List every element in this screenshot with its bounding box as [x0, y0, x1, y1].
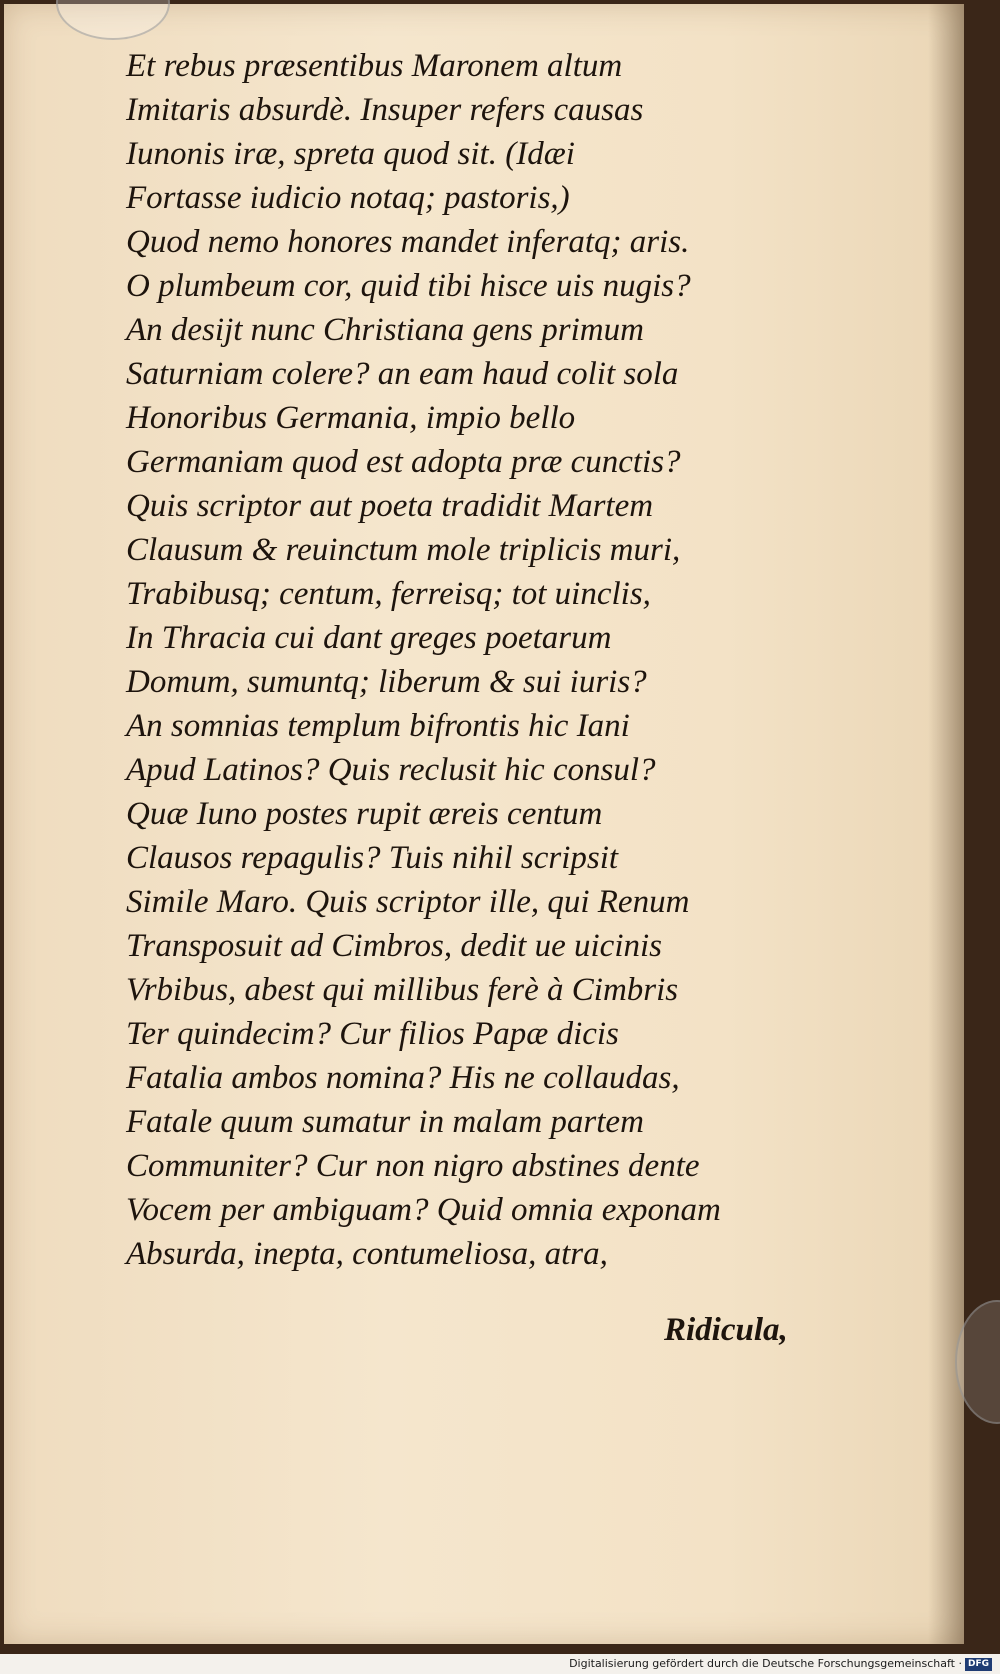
verse-line: Fatale quum sumatur in malam partem [126, 1104, 644, 1140]
verse-line: Clausum & reuinctum mole triplicis muri, [126, 532, 681, 568]
verse-line: Communiter? Cur non nigro abstines dente [126, 1148, 700, 1184]
page-gutter-shadow [928, 4, 964, 1644]
verse-line: Trabibusq; centum, ferreisq; tot uinclis, [126, 576, 651, 612]
verse-line: An desijt nunc Christiana gens primum [126, 312, 644, 348]
credit-text: Digitalisierung gefördert durch die Deutsche Forschungsgemeinschaft · [569, 1657, 962, 1670]
verse-line: In Thracia cui dant greges poetarum [126, 620, 612, 656]
dfg-logo: DFG [965, 1658, 992, 1671]
verse-line: Honoribus Germania, impio bello [126, 400, 576, 436]
catchword: Ridicula, [664, 1312, 788, 1348]
verse-line: Iunonis iræ, spreta quod sit. (Idæi [126, 136, 575, 172]
verse-line: Et rebus præsentibus Maronem altum [126, 48, 623, 84]
verse-line: Fatalia ambos nomina? His ne collaudas, [126, 1060, 680, 1096]
verse-line: Fortasse iudicio notaq; pastoris,) [126, 180, 570, 216]
verse-line: Domum, sumuntq; liberum & sui iuris? [126, 664, 647, 700]
verse-line: Ter quindecim? Cur filios Papæ dicis [126, 1016, 619, 1052]
verse-line: Quæ Iuno postes rupit æreis centum [126, 796, 603, 832]
verse-line: An somnias templum bifrontis hic Iani [126, 708, 630, 744]
verse-line: Apud Latinos? Quis reclusit hic consul? [126, 752, 656, 788]
verse-line: Quis scriptor aut poeta tradidit Martem [126, 488, 654, 524]
verse-line: Vrbibus, abest qui millibus ferè à Cimbris [126, 972, 679, 1008]
digitization-credit [569, 1656, 992, 1672]
verse-line: Germaniam quod est adopta præ cunctis? [126, 444, 681, 480]
verse-line: Transposuit ad Cimbros, dedit ue uicinis [126, 928, 662, 964]
verse-line: Quod nemo honores mandet inferatq; aris. [126, 224, 690, 260]
verse-line: Saturniam colere? an eam haud colit sola [126, 356, 679, 392]
verse-line: Vocem per ambiguam? Quid omnia exponam [126, 1192, 721, 1228]
book-page [4, 4, 964, 1644]
verse-line: Imitaris absurdè. Insuper refers causas [126, 92, 644, 128]
verse-line: Absurda, inepta, contumeliosa, atra, [126, 1236, 608, 1272]
verse-text-block [126, 44, 826, 1344]
verse-line: Clausos repagulis? Tuis nihil scripsit [126, 840, 619, 876]
verse-line: O plumbeum cor, quid tibi hisce uis nugis? [126, 268, 691, 304]
verse-line: Simile Maro. Quis scriptor ille, qui Renum [126, 884, 690, 920]
